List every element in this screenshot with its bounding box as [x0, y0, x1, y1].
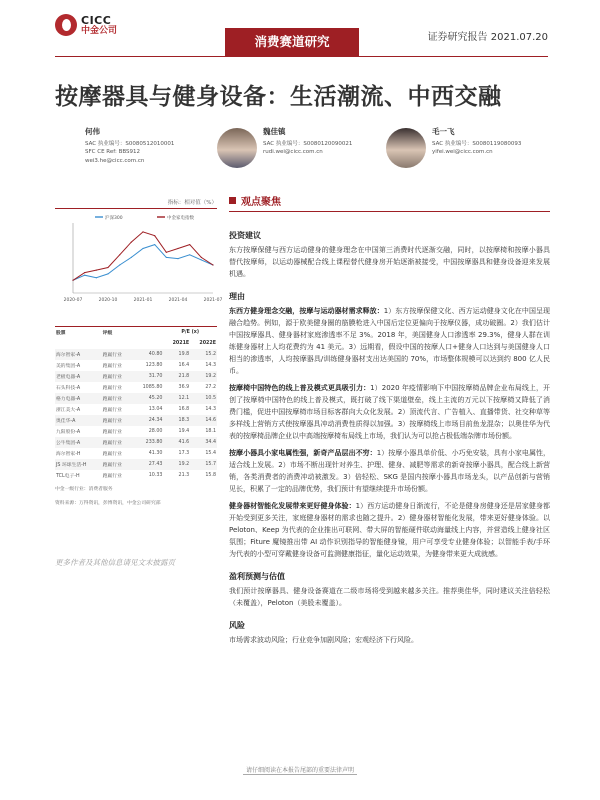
stock-name-cell: 九阳股份-A — [56, 429, 81, 435]
logo-en-text: CICC — [81, 13, 112, 27]
table-cell: 10.5 — [205, 395, 216, 401]
data-point — [201, 259, 202, 260]
analyst-name: 何伟 — [85, 127, 100, 136]
reason-paragraph — [229, 447, 550, 495]
index-chart-svg — [55, 211, 223, 306]
legend-label: 沪深300 — [105, 216, 123, 221]
table-cell: 36.9 — [178, 384, 190, 390]
paragraph-body: 1）东方按摩保健文化、西方运动健身文化在中国呈现融合趋势。例如，源于欧美健身圈的筋膜枪进入中国后定位更偏向于按摩仪器，成功破圈。2）我们估计中国按摩器具、健身器材家庭渗透率不足 3%。2018 年，美国健身人口渗透率 29.3%，健身人群在训练健身器材上人均花费约为 41 美元。3）远期看，假设中国的按摩人口+健身人口达到与美国健身人口相当的渗透率，人均按摩器具/训练健身器材支出达美国的 70%，市场整体规模可以达到约 800 亿人民币。 — [229, 307, 551, 375]
report-date: 证券研究报告 2021.07.20 — [427, 32, 548, 43]
analyst-line: SAC 执业编号：S0080119080093 — [432, 140, 522, 147]
table-cell: 15.7 — [205, 461, 216, 467]
stock-name-cell: 老板电器-A — [56, 374, 81, 380]
data-point — [177, 248, 178, 249]
data-point — [107, 267, 108, 268]
analyst-email[interactable]: yifei.wei@cicc.com.cn — [432, 149, 493, 155]
paragraph-body: 1）2020 年疫情影响下中国按摩椅品牌企业布局线上，开创了按摩椅中国特色的线上普及模式，既打破了线下渠道壁垒，线上主流的万元以下按摩椅又降低了消费门槛，促进中国按摩椅市场目标客群向大众化发展。2）顶流代言、广告植入、直播带货、社交种草等多样线上营销方式使按摩器具冲动消费性质得以加强。3）按摩椅线上市场目前鱼龙混杂；以奥佳华为代表的按摩椅品牌企业以中高端按摩椅布局线上市场，我们认为可以抢占极低端杂牌市场份额。 — [229, 384, 551, 440]
table-cell: 12.1 — [178, 395, 190, 401]
stock-name-cell: JS 环球生活-H — [56, 462, 87, 468]
data-point — [166, 252, 167, 253]
data-point — [96, 269, 97, 270]
table-cell: 跑赢行业 — [102, 418, 122, 424]
analyst-line: SFC CE Ref: BBS912 — [85, 149, 141, 155]
table-row — [55, 459, 217, 470]
analyst-photo — [386, 128, 426, 168]
table-cell: 14.6 — [205, 417, 216, 423]
data-point — [212, 264, 213, 265]
analyst-name: 毛一飞 — [432, 127, 455, 136]
table-cell: 1085.80 — [142, 384, 163, 390]
data-point — [107, 273, 108, 274]
table-row — [55, 448, 217, 459]
analyst-photo — [217, 128, 257, 168]
table-row — [55, 437, 217, 448]
table-cell: 跑赢行业 — [102, 396, 122, 402]
data-point — [72, 280, 73, 281]
section-banner: 消费赛道研究 — [225, 28, 359, 56]
data-point — [166, 257, 167, 258]
valuation-table — [55, 326, 217, 481]
table-cell: 31.70 — [148, 373, 163, 379]
risk-title: 风险 — [229, 621, 245, 630]
table-cell: 跑赢行业 — [102, 407, 122, 413]
table-cell: 34.4 — [205, 439, 216, 445]
profit-text: 我们预计按摩器具、健身设备赛道在二级市场将受到越来越多关注。推荐奥佳华，同时建议关注倍轻松（未覆盖），Peloton（美股未覆盖）。 — [229, 587, 550, 607]
stock-name-cell: 美的集团-A — [56, 363, 81, 369]
series-line — [73, 245, 213, 281]
reason-paragraph — [229, 382, 550, 442]
table-row — [55, 349, 217, 360]
table-subheader: 2021E — [172, 340, 190, 346]
paragraph-body: 1）西方运动健身日渐流行，不论是健身房健身还是居家健身都开始受到更多关注，家庭健身器材的需求也随之提升。2）健身器材智能化发展，带来更好健身体验。以 Peloton、Keep 为代表的企业推出可联网、带大屏的智能硬件联动海量线上内容，并营造线上健身社区氛围；Fiture 魔镜推出带 AI 动作识别指导的智能健身镜，用户可享受专业健身体验；以智能手表/手环为代表的小型可穿戴健身设备可监测健康指征，量化运动效果，为健身带来更大成就感。 — [229, 502, 551, 558]
data-point — [131, 241, 132, 242]
focus-label: 观点聚焦 — [241, 197, 281, 208]
analyst-line: SAC 执业编号：S0080120090021 — [263, 140, 353, 147]
table-cell: 27.43 — [148, 461, 163, 467]
data-point — [201, 257, 202, 258]
risk-text: 市场需求波动风险；行业竞争加剧风险；宏观经济下行风险。 — [229, 636, 418, 644]
stock-name-cell: 海尔智家-H — [56, 451, 81, 457]
index-chart — [55, 211, 223, 306]
table-cell: 21.3 — [178, 472, 190, 478]
x-tick-label: 2021-04 — [168, 298, 188, 303]
table-cell: 15.2 — [205, 351, 216, 357]
table-header: 评级 — [102, 330, 113, 336]
table-cell: 跑赢行业 — [102, 429, 122, 435]
table-cell: 19.2 — [205, 373, 216, 379]
reason-paragraph — [229, 500, 550, 560]
cicc-logo-icon — [55, 14, 77, 36]
header-divider — [55, 56, 548, 57]
table-cell: 跑赢行业 — [102, 451, 122, 457]
table-cell: 跑赢行业 — [102, 462, 122, 468]
table-cell: 17.3 — [178, 450, 190, 456]
data-point — [189, 254, 190, 255]
invest-title: 投资建议 — [229, 231, 261, 240]
table-cell: 13.04 — [148, 406, 163, 412]
data-point — [131, 257, 132, 258]
table-cell: 跑赢行业 — [102, 440, 122, 446]
table-cell: 跑赢行业 — [102, 363, 122, 369]
more-info-note: 更多作者及其他信息请见文末披露页 — [55, 557, 175, 567]
legend-label: 中金家电指数 — [167, 216, 194, 221]
table-header: P/E (x) — [181, 329, 200, 335]
table-note: 中金一级行业：消费者服务 — [55, 486, 113, 492]
x-tick-label: 2021-01 — [133, 298, 153, 303]
table-row — [55, 371, 217, 382]
stock-name-cell: 公牛集团-A — [56, 440, 81, 446]
profit-title: 盈利预测与估值 — [229, 572, 285, 581]
table-cell: 19.8 — [178, 351, 190, 357]
table-cell: 16.8 — [178, 406, 190, 412]
table-source: 资料来源：万得资讯，彭博资讯，中金公司研究部 — [55, 500, 161, 506]
table-header: 股票 — [56, 330, 66, 336]
data-point — [96, 277, 97, 278]
invest-text: 东方按摩保健与西方运动健身的健身理念在中国第三消费时代逐渐交融，同时，以按摩椅和按摩小器具替代按摩师，以运动器械配合线上课程替代健身房开始逐渐被接受，中国按摩器具和健身设备迎来发展机遇。 — [229, 246, 550, 278]
paragraph-lead: 按摩椅中国特色的线上普及模式更具吸引力： — [229, 384, 371, 392]
table-cell: 18.3 — [178, 417, 190, 423]
table-cell: 15.8 — [205, 472, 216, 478]
table-row — [55, 470, 217, 481]
stock-name-cell: 格力电器-A — [56, 396, 81, 402]
analyst-card — [85, 128, 174, 165]
data-point — [119, 264, 120, 265]
table-cell: 14.3 — [205, 406, 216, 412]
stock-name-cell: 石头科技-A — [56, 385, 81, 391]
table-cell: 跑赢行业 — [102, 352, 122, 358]
analyst-line: SAC 执业编号：S0080512010001 — [85, 140, 175, 147]
x-tick-label: 2021-07 — [203, 298, 223, 303]
left-sidebar — [55, 198, 223, 568]
table-cell: 19.2 — [178, 461, 190, 467]
stock-name-cell: 海尔智家-A — [56, 352, 81, 358]
table-cell: 21.8 — [178, 373, 190, 379]
data-point — [142, 248, 143, 249]
reason-title: 理由 — [229, 292, 245, 301]
data-point — [84, 272, 85, 273]
x-tick-label: 2020-07 — [63, 298, 83, 303]
table-subheader: 2022E — [199, 340, 216, 346]
data-point — [189, 244, 190, 245]
table-cell: 28.00 — [148, 428, 163, 434]
cicc-logo — [55, 14, 117, 36]
table-row — [55, 360, 217, 371]
analyst-card — [386, 128, 521, 168]
table-cell: 18.1 — [205, 428, 216, 434]
reason-paragraph — [229, 305, 550, 377]
table-cell: 45.20 — [148, 395, 163, 401]
data-point — [154, 235, 155, 236]
stock-name-cell: 奥佳华-A — [56, 418, 76, 424]
data-point — [119, 254, 120, 255]
analyst-email[interactable]: wei3.he@cicc.com.cn — [85, 157, 145, 164]
table-row — [55, 415, 217, 426]
table-cell: 19.4 — [178, 428, 190, 434]
table-header — [132, 327, 163, 338]
paragraph-lead: 东西方健身理念交融，按摩与运动器材需求释放： — [229, 307, 384, 315]
logo-cn-text: 中金公司 — [81, 25, 118, 36]
table-cell: 跑赢行业 — [102, 385, 122, 391]
legal-footer-link[interactable]: 请仔细阅读在本报告尾部的重要法律声明 — [243, 765, 357, 775]
report-title: 按摩器具与健身设备：生活潮流、中西交融 — [55, 84, 502, 110]
table-cell: 123.80 — [145, 362, 163, 368]
data-point — [177, 258, 178, 259]
focus-divider — [229, 211, 550, 212]
data-point — [142, 231, 143, 232]
analyst-card — [217, 128, 352, 168]
paragraph-lead: 健身器材智能化发展带来更好健身体验： — [229, 502, 356, 510]
table-cell: 跑赢行业 — [102, 473, 122, 479]
table-cell: 41.30 — [148, 450, 163, 456]
legal-footer — [0, 765, 600, 775]
table-cell: 跑赢行业 — [102, 374, 122, 380]
chart-caption: 指标：相对值（%） — [55, 198, 217, 209]
table-row — [55, 426, 217, 437]
table-row — [55, 404, 217, 415]
table-cell: 233.80 — [145, 439, 163, 445]
table-row — [55, 382, 217, 393]
square-bullet-icon — [229, 197, 236, 204]
table-cell: 24.34 — [148, 417, 163, 423]
table-row — [55, 393, 217, 404]
stock-name-cell: TCL电子-H — [56, 473, 80, 479]
focus-heading — [229, 193, 550, 208]
table-cell: 14.3 — [205, 362, 216, 368]
paragraph-body: 1）按摩小器具单价低、小巧免安装，具有小家电属性，适合线上发展。2）市场不断出现针对养生、护理、健身、减肥等需求的新奇按摩小器具，配合线上新营销，各类消费者的消费冲动被激发。3）倍轻松、SKG 是国内按摩小器具市场龙头，以产品创新与营销见长，积累了一定的品牌优势，我们预计有望继续提升市场份额。 — [229, 449, 551, 493]
table-cell: 27.2 — [205, 384, 216, 390]
table-cell: 10.33 — [148, 472, 163, 478]
data-point — [154, 244, 155, 245]
analyst-name: 魏佳镇 — [263, 127, 286, 136]
table-cell: 16.4 — [178, 362, 190, 368]
main-content — [229, 193, 550, 651]
x-tick-label: 2020-10 — [98, 298, 118, 303]
data-point — [84, 275, 85, 276]
stock-name-cell: 浙江美大-A — [56, 407, 81, 413]
table-cell: 40.80 — [148, 351, 163, 357]
table-cell: 41.6 — [178, 439, 190, 445]
table-cell: 15.4 — [205, 450, 216, 456]
paragraph-lead: 按摩小器具小家电属性强，新奇产品层出不穷： — [229, 449, 377, 457]
analyst-email[interactable]: rudi.wei@cicc.com.cn — [263, 149, 323, 155]
